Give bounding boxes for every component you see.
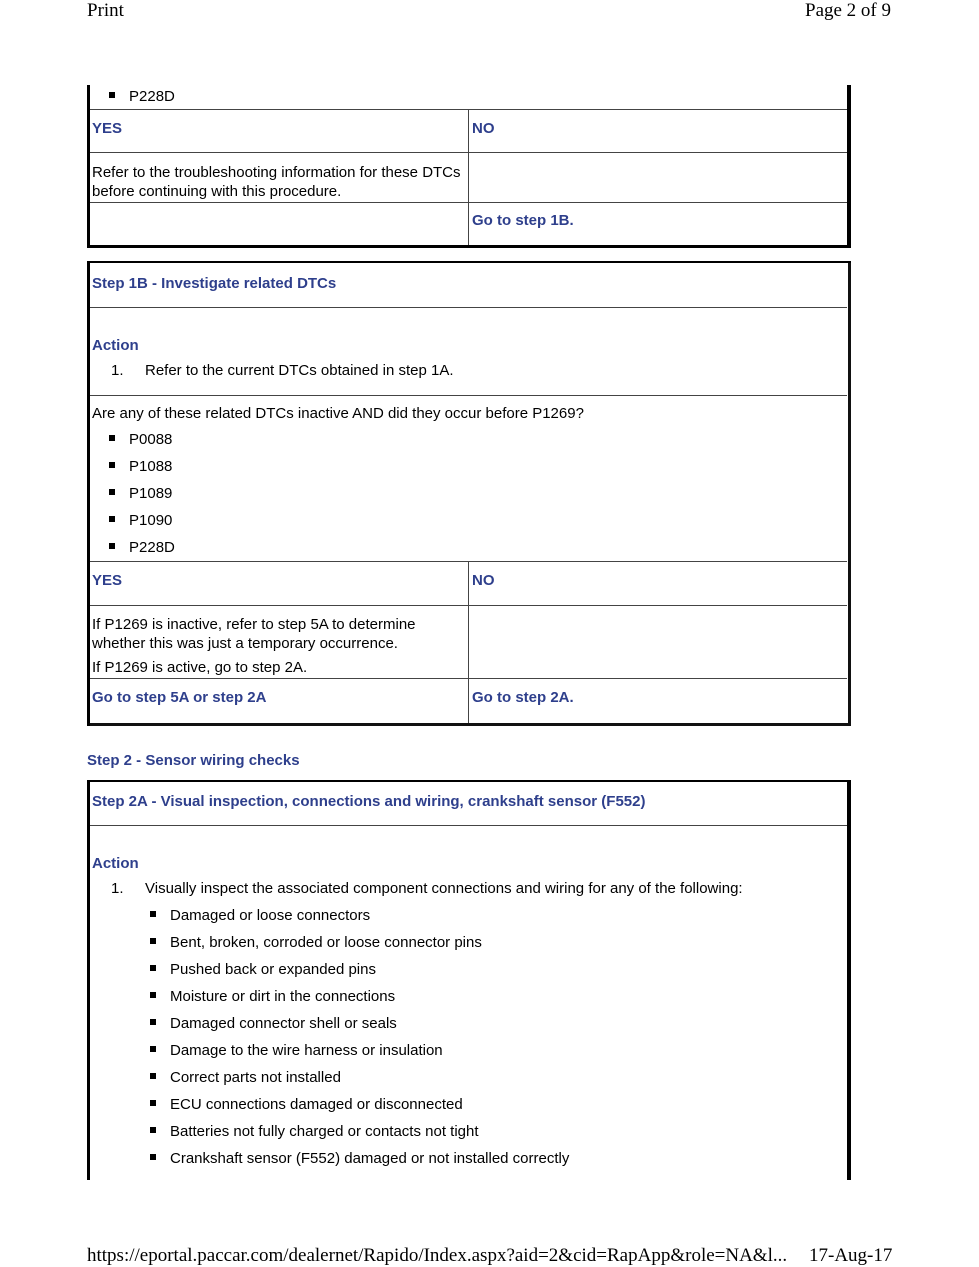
list-item: ECU connections damaged or disconnected xyxy=(150,1096,463,1113)
list-item: P1090 xyxy=(109,512,172,529)
action-text: Refer to the current DTCs obtained in step 1A. xyxy=(145,362,454,379)
list-item: Correct parts not installed xyxy=(150,1069,341,1086)
bullet-icon xyxy=(150,938,156,944)
go-to-step-1b-link[interactable]: Go to step 1B. xyxy=(472,212,574,229)
bullet-icon xyxy=(150,1073,156,1079)
list-item: Damage to the wire harness or insulation xyxy=(150,1042,443,1059)
no-label: NO xyxy=(472,120,495,137)
bullet-icon xyxy=(150,1100,156,1106)
step-2-heading: Step 2 - Sensor wiring checks xyxy=(87,752,300,769)
bullet-icon xyxy=(109,543,115,549)
yes-text: Refer to the troubleshooting information for these DTCs before continuing with this procedure. xyxy=(92,164,461,200)
bullet-icon xyxy=(150,1154,156,1160)
bullet-icon xyxy=(150,992,156,998)
yes-text-inactive: If P1269 is inactive, refer to step 5A to determine whether this was just a temporary occurrence. xyxy=(92,616,416,652)
bullet-icon xyxy=(109,516,115,522)
action-label: Action xyxy=(92,337,139,354)
footer-date: 17-Aug-17 xyxy=(809,1245,893,1266)
yes-label: YES xyxy=(92,120,123,137)
list-item: Moisture or dirt in the connections xyxy=(150,988,395,1005)
list-item: Damaged connector shell or seals xyxy=(150,1015,397,1032)
list-item: Damaged or loose connectors xyxy=(150,907,370,924)
action-text: Visually inspect the associated component connections and wiring for any of the following: xyxy=(145,880,743,897)
page-number: Page 2 of 9 xyxy=(805,0,892,21)
list-item: P228D xyxy=(109,539,175,556)
bullet-icon xyxy=(150,965,156,971)
step-number: 1. xyxy=(111,880,124,897)
list-item: P228D xyxy=(109,88,175,105)
list-item: P1089 xyxy=(109,485,172,502)
bullet-icon xyxy=(109,462,115,468)
bullet-icon xyxy=(109,92,115,98)
list-item: Crankshaft sensor (F552) damaged or not installed correctly xyxy=(150,1150,569,1167)
list-item: Batteries not fully charged or contacts not tight xyxy=(150,1123,479,1140)
yes-text-active: If P1269 is active, go to step 2A. xyxy=(92,659,308,676)
list-item: P1088 xyxy=(109,458,172,475)
yes-label: YES xyxy=(92,572,123,589)
step-2a-title: Step 2A - Visual inspection, connections and wiring, crankshaft sensor (F552) xyxy=(92,793,646,810)
bullet-icon xyxy=(109,435,115,441)
no-label: NO xyxy=(472,572,495,589)
list-item: P0088 xyxy=(109,431,172,448)
step-1b-title: Step 1B - Investigate related DTCs xyxy=(92,275,337,292)
print-header: Print xyxy=(87,0,124,21)
step-number: 1. xyxy=(111,362,124,379)
list-item: Bent, broken, corroded or loose connector pins xyxy=(150,934,482,951)
bullet-icon xyxy=(150,911,156,917)
footer-url: https://eportal.paccar.com/dealernet/Rapido/Index.aspx?aid=2&cid=RapApp&role=NA&l... xyxy=(87,1245,788,1266)
go-to-step-5a-or-2a-link[interactable]: Go to step 5A or step 2A xyxy=(92,689,267,706)
action-label: Action xyxy=(92,855,139,872)
bullet-icon xyxy=(109,489,115,495)
step-1b-table xyxy=(87,261,851,726)
question-text: Are any of these related DTCs inactive AND did they occur before P1269? xyxy=(92,405,584,422)
bullet-icon xyxy=(150,1127,156,1133)
bullet-icon xyxy=(150,1046,156,1052)
go-to-step-2a-link[interactable]: Go to step 2A. xyxy=(472,689,574,706)
bullet-icon xyxy=(150,1019,156,1025)
list-item: Pushed back or expanded pins xyxy=(150,961,376,978)
